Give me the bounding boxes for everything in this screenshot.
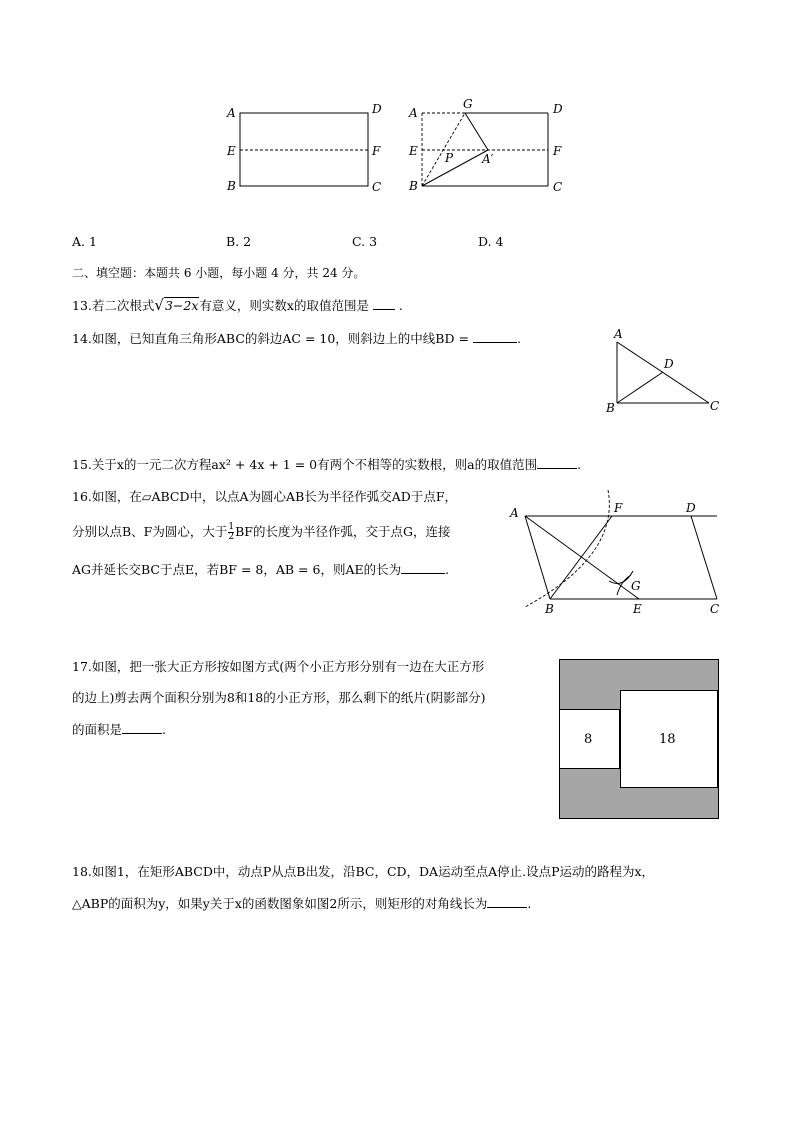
question-14 [72, 329, 521, 347]
question-17-line2: 的边上)剪去两个面积分别为8和18的小正方形，那么剩下的纸片(阴影部分) [72, 690, 486, 705]
question-17-line3 [72, 720, 166, 738]
label-G: G [631, 579, 641, 593]
q13-radicand: 3−2x [164, 298, 199, 313]
choice-a[interactable]: A. 1 [72, 234, 97, 249]
choice-c[interactable]: C. 3 [352, 234, 378, 249]
q13-pre: 13.若二次根式 [72, 298, 155, 313]
frac-num: 1 [228, 522, 235, 532]
small-square-18 [620, 690, 718, 788]
label-right-B: B [409, 179, 418, 193]
q16-end: . [445, 562, 450, 577]
arc-radius-ab [525, 490, 609, 607]
label-F: F [614, 501, 623, 515]
small-square-8 [559, 709, 620, 769]
segment-ga [465, 113, 488, 150]
label-D: D [686, 501, 696, 515]
label-area-8: 8 [584, 732, 593, 747]
label-D: D [664, 357, 674, 371]
q14-text: 14.如图，已知直角三角形ABC的斜边AC = 10，则斜边上的中线BD = [72, 331, 469, 346]
label-right-G: G [463, 97, 473, 111]
label-right-E: E [409, 144, 418, 158]
label-B: B [606, 401, 615, 415]
arc-g-1 [609, 571, 633, 583]
label-left-B: B [227, 179, 236, 193]
fraction-half [228, 523, 234, 542]
label-C: C [710, 399, 720, 413]
fold-rectangle-figure [220, 95, 570, 200]
q16-line2-pre: 分别以点B、F为圆心，大于 [72, 524, 228, 539]
q17-blank[interactable] [122, 721, 162, 734]
median-bd [617, 372, 663, 403]
label-area-18: 18 [659, 732, 676, 747]
label-A: A [614, 328, 623, 341]
label-left-D: D [372, 102, 382, 116]
sqrt-sign: √ [154, 296, 164, 314]
question-15 [72, 455, 581, 473]
label-E: E [633, 602, 642, 616]
q16-line2-post: BF的长度为半径作弧，交于点G，连接 [235, 524, 451, 539]
q13-end: . [398, 298, 403, 313]
section-heading: 二、填空题：本题共 6 小题，每小题 4 分，共 24 分。 [72, 266, 366, 280]
q18-line2: △ABP的面积为y，如果y关于x的函数图象如图2所示，则矩形的对角线长为 [72, 896, 488, 911]
label-right-A: A [409, 106, 418, 120]
question-16-line2 [72, 522, 450, 542]
dashed-bg [422, 113, 465, 186]
segment-ba [422, 150, 488, 186]
q16-blank[interactable] [401, 561, 445, 574]
choice-b[interactable]: B. 2 [226, 234, 252, 249]
side-dc [691, 516, 717, 599]
label-C: C [710, 602, 720, 616]
q18-blank[interactable] [487, 895, 527, 908]
q14-end: . [516, 331, 521, 346]
q14-blank[interactable] [473, 330, 517, 343]
label-right-C: C [553, 180, 563, 194]
q18-end: . [527, 896, 532, 911]
side-ab [525, 516, 550, 599]
segment-bf [550, 516, 612, 599]
question-17-line1: 17.如图，把一张大正方形按如图方式(两个小正方形分别有一边在大正方形 [72, 659, 485, 674]
label-B: B [545, 602, 554, 616]
label-left-C: C [372, 180, 382, 194]
q17-end: . [162, 722, 166, 737]
label-right-A-prime: A′ [482, 152, 494, 166]
question-18-line2 [72, 894, 531, 912]
big-square-figure [559, 659, 719, 819]
choice-d[interactable]: D. 4 [478, 234, 504, 249]
parallelogram-figure [505, 485, 730, 620]
question-16-line3 [72, 560, 449, 578]
question-13 [72, 296, 403, 314]
frac-den: 2 [228, 532, 235, 542]
question-16-line1: 16.如图，在▱ABCD中，以点A为圆心AB长为半径作弧交AD于点F， [72, 489, 457, 504]
label-left-A: A [227, 106, 236, 120]
q13-post: 有意义，则实数x的取值范围是 [199, 298, 369, 313]
q16-line3: AG并延长交BC于点E，若BF = 8，AB = 6，则AE的长为 [72, 562, 402, 577]
label-right-P: P [445, 151, 454, 165]
q15-text: 15.关于x的一元二次方程ax² + 4x + 1 = 0有两个不相等的实数根，则a的取值范围 [72, 457, 538, 472]
q15-blank[interactable] [537, 456, 577, 469]
q13-blank[interactable] [373, 297, 395, 310]
label-right-D: D [553, 102, 563, 116]
segment-ae [525, 516, 639, 599]
label-left-F: F [372, 144, 381, 158]
q15-end: . [577, 457, 582, 472]
q17-line3: 的面积是 [72, 722, 123, 737]
question-18-line1: 18.如图1，在矩形ABCD中，动点P从点B出发，沿BC，CD，DA运动至点A停止.设点P运动的路程为x， [72, 864, 655, 879]
rect-abcd-left [240, 113, 368, 186]
label-right-F: F [553, 144, 562, 158]
right-triangle-figure [600, 328, 730, 418]
label-left-E: E [227, 144, 236, 158]
label-A: A [510, 506, 519, 520]
